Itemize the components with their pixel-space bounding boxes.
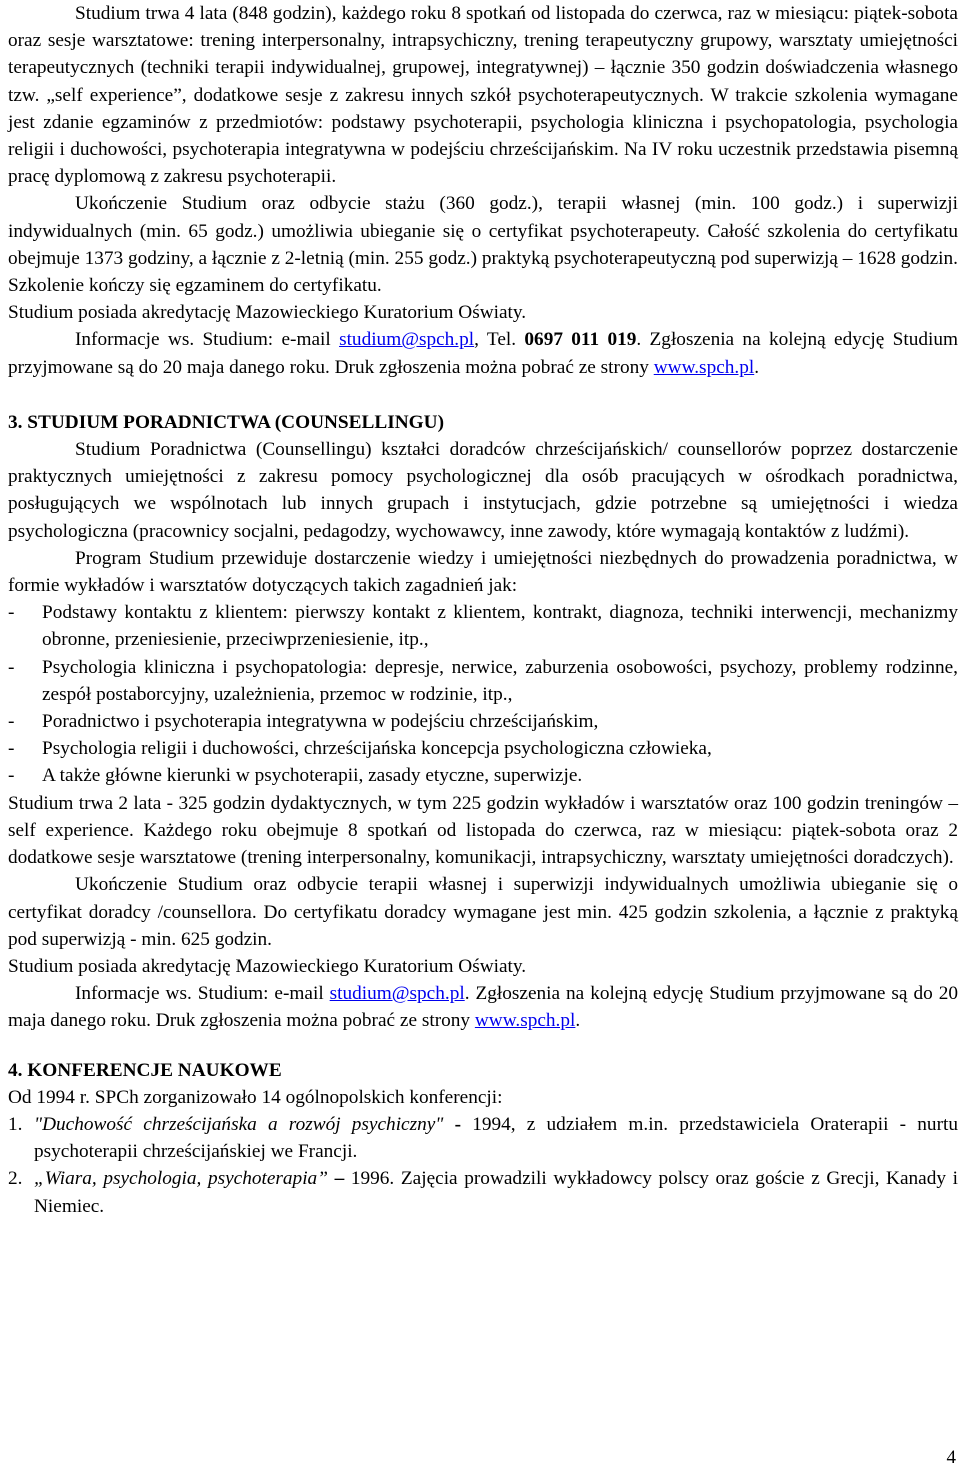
- paragraph-contact: Informacje ws. Studium: e-mail studium@spch.pl, Tel. 0697 011 019. Zgłoszenia na kolejną edycję Studium przyjmowane są do 20 maja danego roku. Druk zgłoszenia można pobrać ze strony www.spch.pl.: [8, 329, 959, 378]
- page-number: 4: [946, 1447, 956, 1468]
- list-item: - Psychologia religii i duchowości, chrześcijańska koncepcja psychologiczna człowieka,: [8, 738, 712, 760]
- spacer: [8, 381, 958, 409]
- list-item: - A także główne kierunki w psychoterapii, zasady etyczne, superwizje.: [8, 765, 583, 787]
- list-item: 2. „Wiara, psychologia, psychoterapia” – 1996. Zajęcia prowadzili wykładowcy polscy oraz goście z Grecji, Kanady i Niemiec.: [8, 1168, 958, 1217]
- conference-title: „Wiara, psychologia, psychoterapia”: [34, 1168, 328, 1190]
- list-item: - Psychologia kliniczna i psychopatologia: depresje, nerwice, zaburzenia osobowości, psychozy, problemy rodzinne, zespół postaborcyjny, uzależnienia, przemoc w rodzinie, itp.,: [8, 656, 958, 705]
- website-link[interactable]: www.spch.pl: [474, 1010, 576, 1032]
- list-item: - Podstawy kontaktu z klientem: pierwszy kontakt z klientem, kontrakt, diagnoza, techniki interwencji, mechanizmy obronne, przeniesienie, przeciwprzeniesienie, itp.,: [8, 602, 958, 651]
- section-heading-conferences: 4. KONFERENCJE NAUKOWE: [8, 1059, 282, 1081]
- conference-title: "Duchowość chrześcijańska a rozwój psychiczny": [34, 1113, 444, 1135]
- paragraph-conferences-intro: Od 1994 r. SPCh zorganizowało 14 ogólnopolskich konferencji:: [8, 1086, 503, 1108]
- document-page: [8, 0, 958, 1220]
- spacer: [8, 1035, 958, 1057]
- website-link[interactable]: www.spch.pl: [653, 356, 755, 378]
- paragraph-counselling-accreditation: Studium posiada akredytację Mazowieckiego Kuratorium Oświaty.: [8, 955, 527, 977]
- paragraph-certification: Ukończenie Studium oraz odbycie stażu (360 godz.), terapii własnej (min. 100 godz.) i superwizji indywidualnych (min. 65 godz.) umożliwia ubieganie się o certyfikat psychoterapeuty. Całość szkolenia do certyfikatu obejmuje 1373 godziny, a łącznie z 2-letnią (min. 255 godz.) praktyką psychoterapeutyczną pod superwizją – 1628 godzin. Szkolenie kończy się egzaminem do certyfikatu.: [8, 193, 958, 297]
- section-heading-counselling: 3. STUDIUM PORADNICTWA (COUNSELLINGU): [8, 411, 445, 433]
- email-link[interactable]: studium@spch.pl: [339, 329, 475, 351]
- paragraph-counselling-intro: Studium Poradnictwa (Counsellingu) kształci doradców chrześcijańskich/ counsellorów poprzez dostarczenie praktycznych umiejętności z zakresu pomocy psychologicznej dla osób pracujących w ośrodkach poradnictwa, posługujących we wspólnotach lub innych grupach i instytucjach, gdzie potrzebne są umiejętności i wiedza psychologiczna (pracownicy socjalni, pedagodzy, wychowawcy, inne zawody, które wymagają kontaktów z ludźmi).: [8, 439, 958, 542]
- email-link[interactable]: studium@spch.pl: [329, 983, 465, 1005]
- paragraph-accreditation: Studium posiada akredytację Mazowieckiego Kuratorium Oświaty.: [8, 302, 527, 324]
- paragraph-program: Program Studium przewiduje dostarczenie wiedzy i umiejętności niezbędnych do prowadzenia poradnictwa, w formie wykładów i warsztatów dotyczących takich zagadnień jak:: [8, 547, 958, 597]
- list-item: - Poradnictwo i psychoterapia integratywna w podejściu chrześcijańskim,: [8, 711, 599, 733]
- paragraph-counselling-contact: Informacje ws. Studium: e-mail studium@spch.pl. Zgłoszenia na kolejną edycję Studium przyjmowane są do 20 maja danego roku. Druk zgłoszenia można pobrać ze strony www.spch.pl.: [8, 983, 958, 1032]
- list-item: 1. "Duchowość chrześcijańska a rozwój psychiczny" - 1994, z udziałem m.in. przedstawiciela Oraterapii - nurtu psychoterapii chrześcijańskiej we Francji.: [8, 1113, 958, 1163]
- paragraph-counselling-duration: Studium trwa 2 lata - 325 godzin dydaktycznych, w tym 225 godzin wykładów i warsztatów oraz 100 godzin treningów – self experience. Każdego roku obejmuje 8 spotkań od listopada do czerwca, raz w miesiącu: piątek-sobota oraz 2 dodatkowe sesje warsztatowe (trening interpersonalny, komunikacji, intrapsychiczny, warsztaty umiejętności doradczych).: [8, 792, 958, 869]
- phone-number: 0697 011 019: [524, 329, 637, 351]
- paragraph-study-duration: Studium trwa 4 lata (848 godzin), każdego roku 8 spotkań od listopada do czerwca, raz w miesiącu: piątek-sobota oraz sesje warsztatowe: trening interpersonalny, intrapsychiczny, trening terapeutyczny grupowy, warsztaty umiejętności terapeutycznych (techniki terapii indywidualnej, grupowej, integratywnej) – łącznie 350 godzin doświadczenia własnego tzw. „self experience”, dodatkowe sesje z zakresu innych szkół psychoterapeutycznych. W trakcie szkolenia wymagane jest zdanie egzaminów z przedmiotów: podstawy psychoterapii, psychologia kliniczna i psychopatologia, psychologia religii i duchowości, psychoterapia integratywna w podejściu chrześcijańskim. Na IV roku uczestnik przedstawia pisemną pracę dyplomową z zakresu psychoterapii.: [8, 3, 958, 188]
- paragraph-counselling-certificate: Ukończenie Studium oraz odbycie terapii własnej i superwizji indywidualnych umożliwia ubieganie się o certyfikat doradcy /counsellora. Do certyfikatu doradcy wymagane jest min. 425 godzin szkolenia, a łącznie z praktyką pod superwizją - min. 625 godzin.: [8, 874, 958, 950]
